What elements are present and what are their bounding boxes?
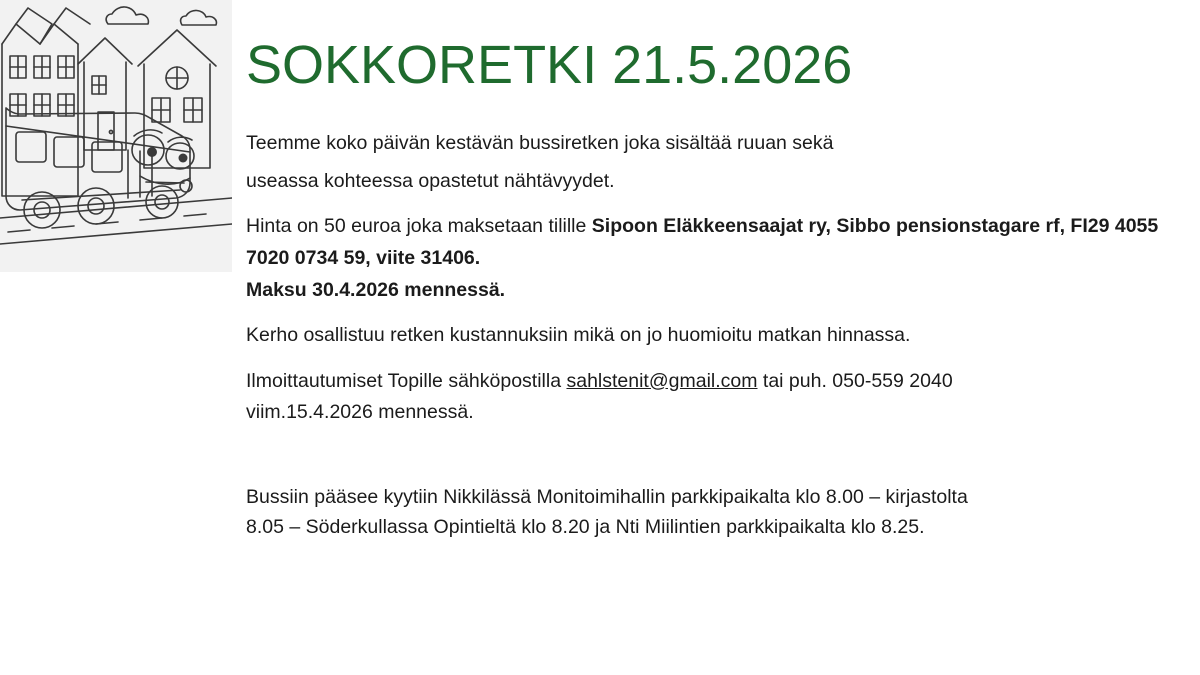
illustration-background	[0, 0, 232, 272]
payment-deadline-paragraph	[246, 275, 1176, 307]
price-prefix-text: Hinta on 50 euroa joka maksetaan tilille	[246, 215, 592, 238]
club-contribution-paragraph: Kerho osallistuu retken kustannuksiin mikä on jo huomioitu matkan hinnassa.	[246, 324, 911, 347]
payment-deadline-text: Maksu 30.4.2026 mennessä.	[246, 278, 506, 301]
price-account-text: Sipoon Eläkkeensaajat ry, Sibbo pensionstagare rf, FI29 4055 7020 0734 59, viite 31406.	[246, 215, 1159, 270]
bus-illustration	[0, 0, 232, 272]
intro-line-2: useassa kohteessa opastetut nähtävyydet.	[246, 169, 615, 192]
signup-paragraph	[246, 366, 1176, 398]
signup-email-link[interactable]: sahlstenit@gmail.com	[566, 369, 758, 392]
body-text	[246, 128, 1176, 542]
document-content	[246, 0, 1176, 542]
page-title: SOKKORETKI 21.5.2026	[246, 35, 853, 95]
bus-illustration-svg	[0, 0, 232, 272]
intro-line-1: Teemme koko päivän kestävän bussiretken joka sisältää ruuan sekä	[246, 132, 834, 155]
paragraph-spacer	[246, 435, 1176, 483]
price-paragraph	[246, 211, 1176, 274]
schedule-line-2: 8.05 – Söderkullassa Opintieltä klo 8.20 ja Nti Miilintien parkkipaikalta klo 8.25.	[246, 515, 925, 538]
signup-deadline-line: viim.15.4.2026 mennessä.	[246, 401, 474, 424]
signup-prefix-text: Ilmoittautumiset Topille sähköpostilla	[246, 369, 567, 392]
schedule-line-1: Bussiin pääsee kyytiin Nikkilässä Monitoimihallin parkkipaikalta klo 8.00 – kirjastolta	[246, 485, 968, 508]
signup-phone-text: tai puh. 050-559 2040	[757, 369, 953, 392]
